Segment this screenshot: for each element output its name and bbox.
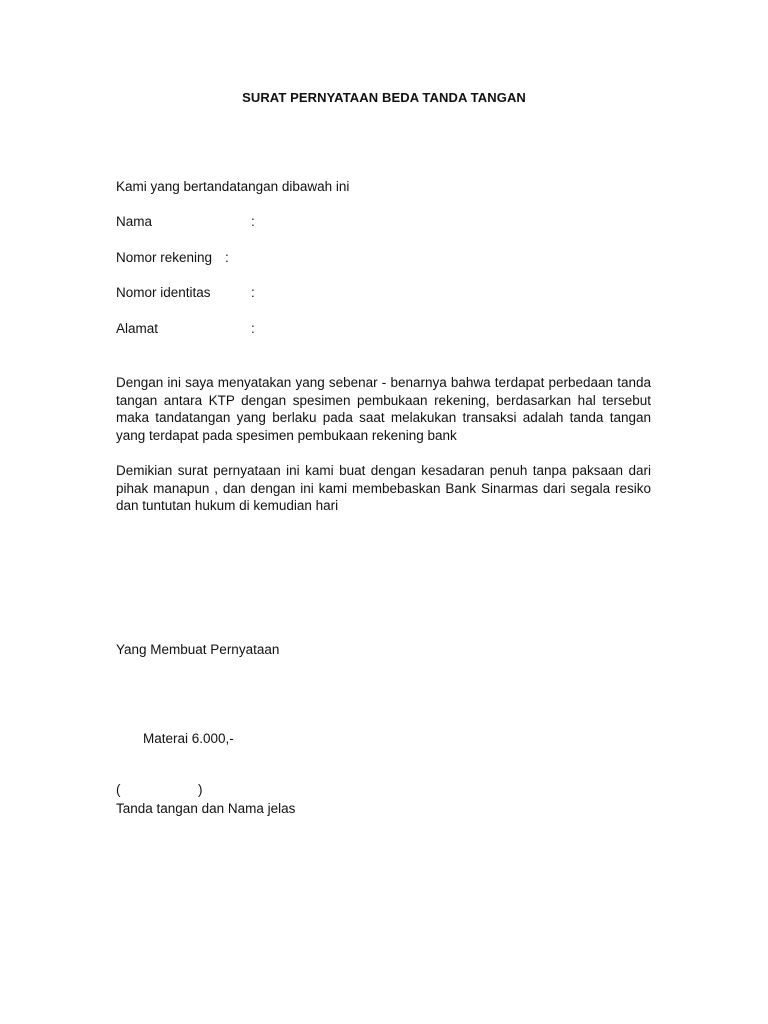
signature-close-paren: ) xyxy=(198,782,203,797)
field-label: Alamat xyxy=(116,321,159,336)
document-title: SURAT PERNYATAAN BEDA TANDA TANGAN xyxy=(242,90,526,105)
closing-paragraph: Demikian surat pernyataan ini kami buat dengan kesadaran penuh tanpa paksaan dari pihak manapun , dan dengan ini kami membebaskan Bank Sinarmas dari segala resiko dan tuntutan hukum di kemudian hari xyxy=(116,463,651,513)
field-separator: : xyxy=(251,321,255,336)
field-label: Nomor identitas xyxy=(116,285,211,300)
signature-open-paren: ( xyxy=(116,782,121,797)
field-label: Nama xyxy=(116,214,153,229)
field-alamat xyxy=(116,321,416,339)
signature-heading: Yang Membuat Pernyataan xyxy=(116,642,280,657)
intro-text: Kami yang bertandatangan dibawah ini xyxy=(116,179,350,194)
stamp-label: Materai 6.000,- xyxy=(143,731,234,746)
signature-caption: Tanda tangan dan Nama jelas xyxy=(116,801,296,816)
field-nama xyxy=(116,214,416,232)
field-nomor-rekening xyxy=(116,250,416,268)
field-label: Nomor rekening xyxy=(116,250,213,265)
statement-paragraph: Dengan ini saya menyatakan yang sebenar - benarnya bahwa terdapat perbedaan tanda tangan antara KTP dengan spesimen pembukaan rekening, berdasarkan hal tersebut maka tandatangan yang berlaku pada saat melakukan transaksi adalah tanda tangan yang terdapat pada spesimen pembukaan rekening bank xyxy=(116,375,651,443)
field-nomor-identitas xyxy=(116,285,416,303)
field-separator: : xyxy=(251,214,255,229)
field-separator: : xyxy=(225,250,229,265)
field-separator: : xyxy=(251,285,255,300)
